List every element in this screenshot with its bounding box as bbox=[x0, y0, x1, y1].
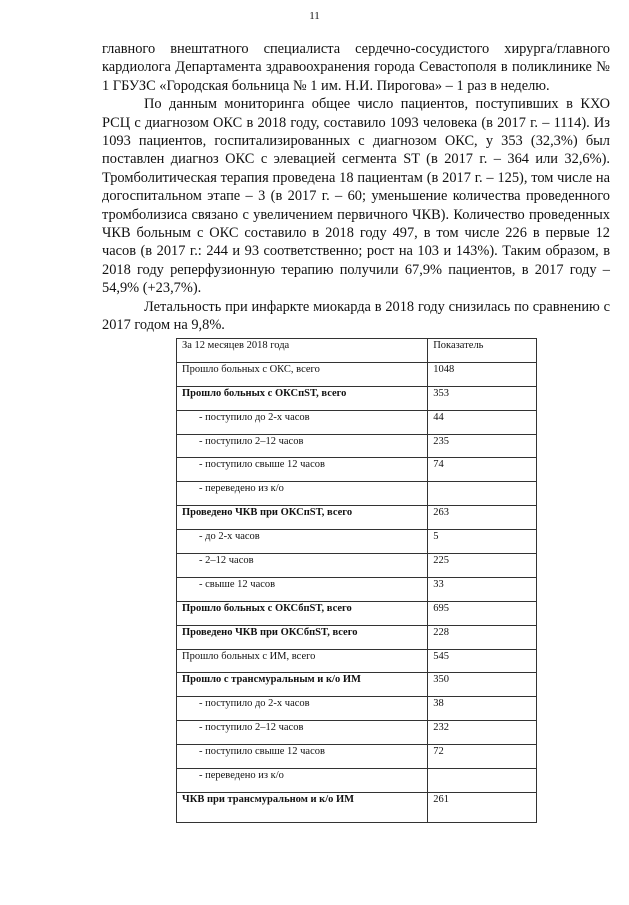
row-value: 263 bbox=[428, 506, 537, 530]
row-value: 232 bbox=[428, 721, 537, 745]
table-row bbox=[177, 554, 537, 578]
row-label: - поступило 2–12 часов bbox=[177, 434, 428, 458]
row-label: - поступило до 2-х часов bbox=[177, 697, 428, 721]
table-row bbox=[177, 410, 537, 434]
row-value: 261 bbox=[428, 792, 537, 822]
table-row bbox=[177, 434, 537, 458]
table-row bbox=[177, 577, 537, 601]
row-label: Прошло больных с ОКСпST, всего bbox=[177, 386, 428, 410]
table-row bbox=[177, 458, 537, 482]
row-value: 228 bbox=[428, 625, 537, 649]
page-number: 11 bbox=[309, 10, 320, 22]
row-value: 44 bbox=[428, 410, 537, 434]
row-value: 5 bbox=[428, 530, 537, 554]
row-label: - 2–12 часов bbox=[177, 554, 428, 578]
table-row bbox=[177, 792, 537, 822]
table-row bbox=[177, 362, 537, 386]
row-label: - переведено из к/о bbox=[177, 769, 428, 793]
row-value bbox=[428, 482, 537, 506]
header-label-cell: За 12 месяцев 2018 года bbox=[177, 339, 428, 363]
row-label: ЧКВ при трансмуральном и к/о ИМ bbox=[177, 792, 428, 822]
row-value: 353 bbox=[428, 386, 537, 410]
row-label: - поступило 2–12 часов bbox=[177, 721, 428, 745]
row-value: 695 bbox=[428, 601, 537, 625]
row-value: 72 bbox=[428, 745, 537, 769]
row-label: Прошло с трансмуральным и к/о ИМ bbox=[177, 673, 428, 697]
row-value bbox=[428, 769, 537, 793]
paragraph-monitoring: По данным мониторинга общее число пациентов, поступивших в КХО РСЦ с диагнозом ОКС в 2018 году, составило 1093 человека (в 2017 г. – 1114). Из 1093 пациентов, госпитализированных с диагнозом ОКС, у 353 (32,3%) был поставлен диагноз ОКС с элевацией сегмента ST (в 2017 г. – 364 или 32,6%). Тромболитическая терапия проведена 18 пациентам (в 2017 г. – 125), том числе на догоспитальном этапе – 3 (в 2017 г. – 60; уменьшение количества проведенного тромболизиса связано с увеличением первичного ЧКВ). Количество проведенных ЧКВ больным с ОКС составило в 2018 году 497, в том числе 226 в первые 12 часов (в 2017 г.: 244 и 93 соответственно; рост на 103 и 143%). Таким образом, в 2018 году реперфузионную терапию получили 67,9% пациентов, в 2017 году – 54,9% (+23,7%). bbox=[102, 96, 610, 297]
table-row bbox=[177, 697, 537, 721]
row-value: 74 bbox=[428, 458, 537, 482]
row-value: 38 bbox=[428, 697, 537, 721]
table-row bbox=[177, 482, 537, 506]
row-value: 350 bbox=[428, 673, 537, 697]
document-body bbox=[102, 40, 610, 335]
row-label: Проведено ЧКВ при ОКСбпST, всего bbox=[177, 625, 428, 649]
table-row bbox=[177, 673, 537, 697]
row-label: Прошло больных с ОКС, всего bbox=[177, 362, 428, 386]
row-label: Проведено ЧКВ при ОКСпST, всего bbox=[177, 506, 428, 530]
table-row bbox=[177, 769, 537, 793]
table-row bbox=[177, 649, 537, 673]
header-value-cell: Показатель bbox=[428, 339, 537, 363]
row-label: - свыше 12 часов bbox=[177, 577, 428, 601]
table-row bbox=[177, 386, 537, 410]
table-header-row bbox=[177, 339, 537, 363]
table-row bbox=[177, 721, 537, 745]
row-label: - до 2-х часов bbox=[177, 530, 428, 554]
statistics-table bbox=[176, 338, 537, 823]
row-label: - переведено из к/о bbox=[177, 482, 428, 506]
row-value: 225 bbox=[428, 554, 537, 578]
row-label: - поступило до 2-х часов bbox=[177, 410, 428, 434]
row-value: 235 bbox=[428, 434, 537, 458]
row-label: Прошло больных с ИМ, всего bbox=[177, 649, 428, 673]
row-value: 545 bbox=[428, 649, 537, 673]
row-label: - поступило свыше 12 часов bbox=[177, 458, 428, 482]
table-row bbox=[177, 506, 537, 530]
table-row bbox=[177, 625, 537, 649]
table-row bbox=[177, 601, 537, 625]
table-row bbox=[177, 530, 537, 554]
paragraph-mortality: Летальность при инфаркте миокарда в 2018 году снизилась по сравнению с 2017 годом на 9,8%. bbox=[102, 298, 610, 334]
paragraph-continuation: главного внештатного специалиста сердечно-сосудистого хирурга/главного кардиолога Департамента здравоохранения города Севастополя в поликлинике № 1 ГБУЗС «Городская больница № 1 им. Н.И. Пирогова» – 1 раз в неделю. bbox=[102, 41, 610, 94]
row-value: 1048 bbox=[428, 362, 537, 386]
row-label: Прошло больных с ОКСбпST, всего bbox=[177, 601, 428, 625]
row-label: - поступило свыше 12 часов bbox=[177, 745, 428, 769]
table-row bbox=[177, 745, 537, 769]
row-value: 33 bbox=[428, 577, 537, 601]
